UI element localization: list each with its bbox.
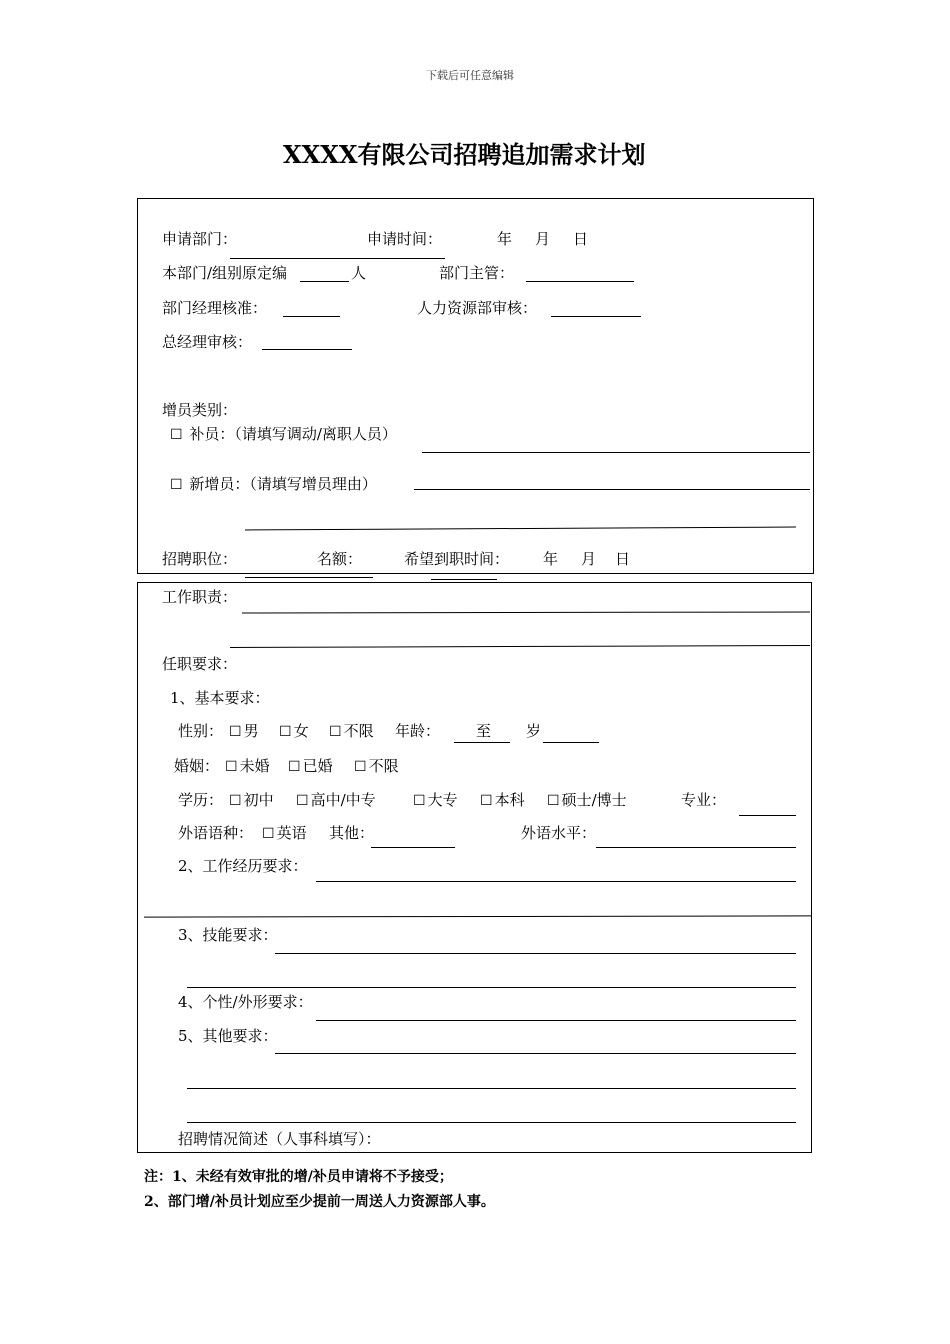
age-from-field[interactable] bbox=[454, 742, 510, 743]
marriage-single-checkbox[interactable]: ☐ bbox=[225, 759, 238, 775]
note-2: 2、部门增/补员计划应至少提前一周送人力资源部人事。 bbox=[144, 1194, 495, 1210]
other-req-field-line-3[interactable] bbox=[187, 1122, 796, 1123]
headcount-field[interactable] bbox=[300, 281, 349, 282]
skills-field[interactable] bbox=[275, 953, 796, 954]
gender-female-checkbox[interactable]: ☐ bbox=[279, 724, 292, 740]
gender-male-checkbox[interactable]: ☐ bbox=[229, 724, 242, 740]
headcount-suffix: 人 bbox=[351, 264, 367, 282]
hr-review-label: 人力资源部审核： bbox=[417, 299, 538, 317]
marriage-married-checkbox[interactable]: ☐ bbox=[288, 759, 301, 775]
edu-graduate-label: 硕士/博士 bbox=[561, 791, 627, 809]
personality-label: 4、个性/外形要求： bbox=[178, 993, 313, 1011]
major-label: 专业： bbox=[681, 791, 727, 809]
other-lang-label: 其他： bbox=[329, 824, 375, 842]
marriage-label: 婚姻： bbox=[174, 757, 220, 775]
lang-english[interactable] bbox=[262, 824, 307, 843]
marriage-married[interactable] bbox=[288, 757, 333, 776]
dept-field[interactable] bbox=[230, 258, 445, 259]
other-req-label: 5、其他要求： bbox=[178, 1027, 278, 1045]
dept-mgr-approve-label: 部门经理核准： bbox=[162, 299, 268, 317]
expected-year: 年 bbox=[543, 550, 559, 568]
gm-review-field[interactable] bbox=[262, 349, 352, 350]
download-note: 下载后可任意编辑 bbox=[426, 69, 514, 82]
marriage-married-label: 已婚 bbox=[302, 757, 333, 775]
apply-month: 月 bbox=[535, 230, 551, 248]
edu-junior[interactable] bbox=[229, 791, 274, 810]
age-to: 至 bbox=[476, 722, 492, 740]
language-level-field[interactable] bbox=[596, 847, 796, 848]
other-req-field[interactable] bbox=[275, 1053, 796, 1054]
position-field[interactable] bbox=[245, 577, 373, 578]
new-checkbox[interactable]: ☐ bbox=[170, 477, 183, 493]
position-label: 招聘职位： bbox=[162, 550, 238, 568]
edu-bachelor-label: 本科 bbox=[494, 791, 525, 809]
apply-year: 年 bbox=[497, 230, 513, 248]
headcount-prefix: 本部门/组别原定编 bbox=[162, 264, 288, 282]
gender-any-checkbox[interactable]: ☐ bbox=[329, 724, 342, 740]
age-unit: 岁 bbox=[526, 722, 542, 740]
replace-field[interactable] bbox=[422, 452, 810, 453]
marriage-single[interactable] bbox=[225, 757, 270, 776]
gender-any-label: 不限 bbox=[343, 722, 374, 740]
edu-college[interactable] bbox=[413, 791, 458, 810]
education-label: 学历： bbox=[178, 791, 224, 809]
expected-month: 月 bbox=[581, 550, 597, 568]
duties-label: 工作职责： bbox=[162, 588, 238, 606]
gender-female[interactable] bbox=[279, 722, 309, 741]
gender-any[interactable] bbox=[329, 722, 374, 741]
language-level-label: 外语水平： bbox=[521, 824, 597, 842]
basic-label: 1、基本要求： bbox=[170, 689, 270, 707]
expected-date-label: 希望到职时间： bbox=[404, 550, 510, 568]
skills-field-line-2[interactable] bbox=[187, 987, 796, 988]
new-label: 新增员：（请填写增员理由） bbox=[189, 475, 377, 493]
edu-bachelor-checkbox[interactable]: ☐ bbox=[480, 793, 493, 809]
edu-senior-label: 高中/中专 bbox=[310, 791, 376, 809]
experience-label: 2、工作经历要求： bbox=[178, 857, 308, 875]
category-label: 增员类别： bbox=[162, 401, 238, 419]
summary-label: 招聘情况简述（人事科填写）： bbox=[178, 1130, 381, 1148]
major-field[interactable] bbox=[739, 815, 796, 816]
language-label: 外语语种： bbox=[178, 824, 254, 842]
edu-college-checkbox[interactable]: ☐ bbox=[413, 793, 426, 809]
edu-junior-checkbox[interactable]: ☐ bbox=[229, 793, 242, 809]
apply-day: 日 bbox=[573, 230, 589, 248]
other-lang-field[interactable] bbox=[371, 847, 455, 848]
dept-mgr-approve-field[interactable] bbox=[283, 316, 340, 317]
replace-label: 补员：（请填写调动/离职人员） bbox=[189, 425, 397, 443]
note-1: 注：1、未经有效审批的增/补员申请将不予接受； bbox=[144, 1169, 453, 1185]
expected-day: 日 bbox=[615, 550, 631, 568]
edu-bachelor[interactable] bbox=[480, 791, 525, 810]
edu-college-label: 大专 bbox=[427, 791, 458, 809]
other-req-field-line-2[interactable] bbox=[187, 1088, 796, 1089]
edu-senior-checkbox[interactable]: ☐ bbox=[296, 793, 309, 809]
marriage-any-label: 不限 bbox=[368, 757, 399, 775]
dept-manager-field[interactable] bbox=[526, 281, 634, 282]
edu-graduate-checkbox[interactable]: ☐ bbox=[547, 793, 560, 809]
skills-label: 3、技能要求： bbox=[178, 926, 278, 944]
experience-field[interactable] bbox=[316, 881, 796, 882]
lang-english-label: 英语 bbox=[276, 824, 307, 842]
edu-senior[interactable] bbox=[296, 791, 376, 810]
replace-checkbox[interactable]: ☐ bbox=[170, 427, 183, 443]
page-title: XXXX有限公司招聘追加需求计划 bbox=[283, 140, 646, 169]
gm-review-label: 总经理审核： bbox=[162, 333, 253, 351]
edu-junior-label: 初中 bbox=[243, 791, 274, 809]
apply-time-label: 申请时间： bbox=[367, 230, 443, 248]
hr-review-field[interactable] bbox=[551, 316, 641, 317]
marriage-single-label: 未婚 bbox=[239, 757, 270, 775]
marriage-any-checkbox[interactable]: ☐ bbox=[354, 759, 367, 775]
requirements-label: 任职要求： bbox=[162, 655, 238, 673]
quota-field[interactable] bbox=[431, 579, 497, 580]
dept-label: 申请部门： bbox=[162, 230, 238, 248]
personality-field[interactable] bbox=[316, 1020, 796, 1021]
marriage-any[interactable] bbox=[354, 757, 399, 776]
gender-male[interactable] bbox=[229, 722, 259, 741]
gender-female-label: 女 bbox=[293, 722, 309, 740]
replace-option[interactable] bbox=[170, 425, 397, 444]
new-field[interactable] bbox=[414, 489, 810, 490]
gender-male-label: 男 bbox=[243, 722, 259, 740]
age-to-field[interactable] bbox=[543, 742, 599, 743]
application-section bbox=[137, 198, 814, 574]
gender-label: 性别： bbox=[178, 722, 224, 740]
age-label: 年龄： bbox=[395, 722, 441, 740]
quota-label: 名额： bbox=[317, 550, 363, 568]
new-option[interactable] bbox=[170, 475, 377, 494]
dept-manager-label: 部门主管： bbox=[439, 264, 515, 282]
lang-english-checkbox[interactable]: ☐ bbox=[262, 826, 275, 842]
edu-graduate[interactable] bbox=[547, 791, 627, 810]
